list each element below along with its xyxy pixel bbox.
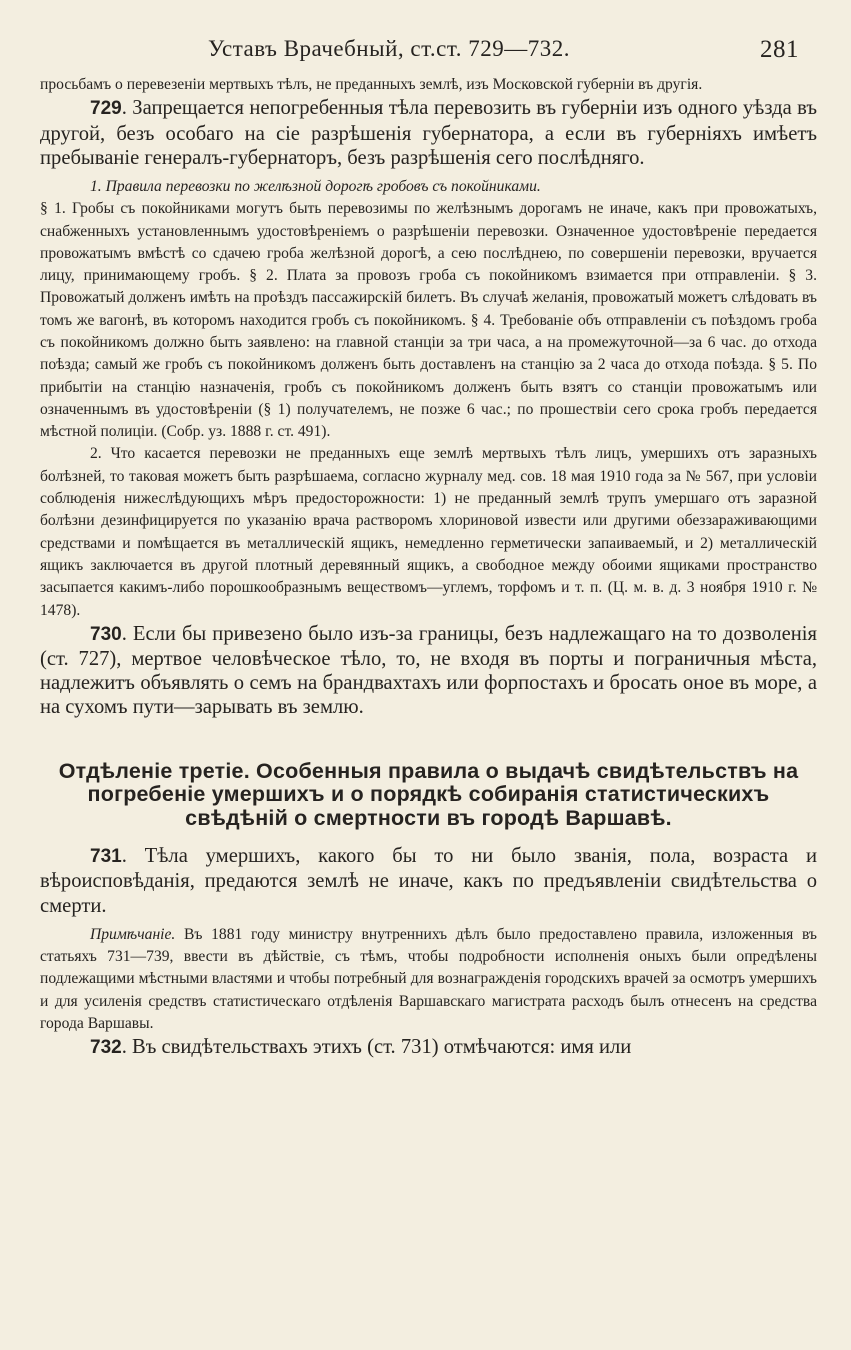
article-number: 731	[90, 846, 122, 868]
continued-note: просьбамъ о перевезеніи мертвыхъ тѣлъ, не преданныхъ землѣ, изъ Московской губерніи въ другія.	[40, 76, 703, 93]
note-1-text: § 1. Гробы съ покойниками могутъ быть перевозимы по желѣзнымъ дорогамъ не иначе, какъ при провожатыхъ, снабженныхъ установленнымъ удостовѣреніемъ о разрѣшеніи перевозки. Означенное удостовѣреніе передается провожатымъ вмѣстѣ со сдачею гроба желѣзной дорогѣ, а сею послѣднею, по совершеніи перевозки, вручается лицу, принимающему гробъ. § 2. Плата за провозъ гроба съ покойникомъ взимается при отправленіи. § 3. Провожатый долженъ имѣть на проѣздъ пассажирскій билетъ. Въ случаѣ желанія, провожатый можетъ слѣдовать въ томъ же вагонѣ, въ которомъ находится гробъ съ покойникомъ. § 4. Требованіе объ отправленіи съ поѣздомъ гроба съ покойникомъ должно быть заявлено: на главной станціи за три часа, а на промежуточной—за 6 час. до отхода поѣзда; самый же гробъ съ покойникомъ долженъ быть доставленъ на станцію за 2 часа до отхода поѣзда. § 5. По прибытіи на станцію назначенія, гробъ съ покойникомъ долженъ быть взятъ со станціи провожатымъ или означеннымъ въ удостовѣреніи (§ 1) получателемъ, не позже 6 час.; по прошествіи сего срока гробъ передается мѣстной полиціи. (Собр. уз. 1888 г. ст. 491).	[40, 200, 817, 441]
article-730	[40, 622, 817, 720]
header-title: Уставъ Врачебный, ст.ст. 729—732.	[208, 36, 570, 61]
article-731	[40, 844, 817, 918]
article-number: 730	[90, 623, 122, 645]
article-text: . Тѣла умершихъ, какого бы то ни было званія, пола, возраста и вѣроисповѣданія, предаются землѣ не иначе, какъ по предъявленіи свидѣтельства о смерти.	[40, 845, 817, 917]
article-number: 732	[90, 1037, 122, 1059]
article-text: . Въ свидѣтельствахъ этихъ (ст. 731) отмѣчаются: имя или	[121, 1036, 632, 1059]
article-number: 729	[90, 98, 122, 120]
article-text: . Если бы привезено было изъ-за границы, безъ надлежащаго на то дозволенія (ст. 727), мертвое человѣческое тѣло, то, не входя въ порты и пограничныя мѣста, надлежитъ объявлять о семъ на брандвахтахъ или форпостахъ и бросать оное въ море, а на сухомъ пути—зарывать въ землю.	[40, 622, 817, 719]
article-729	[40, 96, 817, 170]
remark-text: Въ 1881 году министру внутреннихъ дѣлъ было предоставлено правила, изложенныя въ статьяхъ 731—739, ввести въ дѣйствіе, съ тѣмъ, чтобы подробности исполненія оныхъ были опредѣлены подлежащими мѣстными властями и чтобы потребный для вознагражденія городскихъ врачей за осмотръ умершихъ и для усиленія средствъ статистическаго отдѣленія Варшавскаго магистрата расходъ былъ отнесенъ на средства города Варшавы.	[40, 925, 817, 1032]
note-2-text: 2. Что касается перевозки не преданныхъ еще землѣ мертвыхъ тѣлъ лицъ, умершихъ отъ заразныхъ болѣзней, то таковая можетъ быть разрѣшаема, согласно журналу мед. сов. 18 мая 1910 года за № 567, при условіи соблюденія нижеслѣдующихъ мѣръ предосторожности: 1) не преданный землѣ трупъ умершаго отъ заразной болѣзни дезинфицируется по указанію врача растворомъ хлориновой извести или другими обеззараживающими средствами и помѣщается въ металлическій ящикъ, немедленно герметически запаиваемый, и 2) металлическій ящикъ заключается въ другой плотный деревянный ящикъ, а свободное между обоими ящиками пространство засыпается какимъ-либо порошкообразнымъ веществомъ—углемъ, торфомъ и т. п. (Ц. м. в. д. 3 ноября 1910 г. № 1478).	[40, 445, 817, 619]
remark	[40, 924, 817, 1035]
article-732	[40, 1035, 817, 1060]
remark-label: Примѣчаніе.	[90, 925, 176, 943]
running-header	[40, 34, 817, 74]
section-heading: Отдѣленіе третіе. Особенныя правила о выдачѣ свидѣтельствъ на погребеніе умершихъ и о порядкѣ собиранія статистическихъ свѣдѣній о смертности въ городѣ Варшавѣ.	[58, 758, 799, 830]
article-text: . Запрещается непогребенныя тѣла перевозить въ губерніи изъ одного уѣзда въ другой, безъ особаго на сіе разрѣшенія губернатора, а если въ губерніяхъ имѣетъ пребываніе генералъ-губернаторъ, безъ разрѣшенія сего послѣдняго.	[40, 97, 817, 169]
page-number: 281	[760, 36, 799, 63]
note-1-heading: 1. Правила перевозки по желѣзной дорогѣ гробовъ съ покойниками.	[90, 177, 541, 195]
